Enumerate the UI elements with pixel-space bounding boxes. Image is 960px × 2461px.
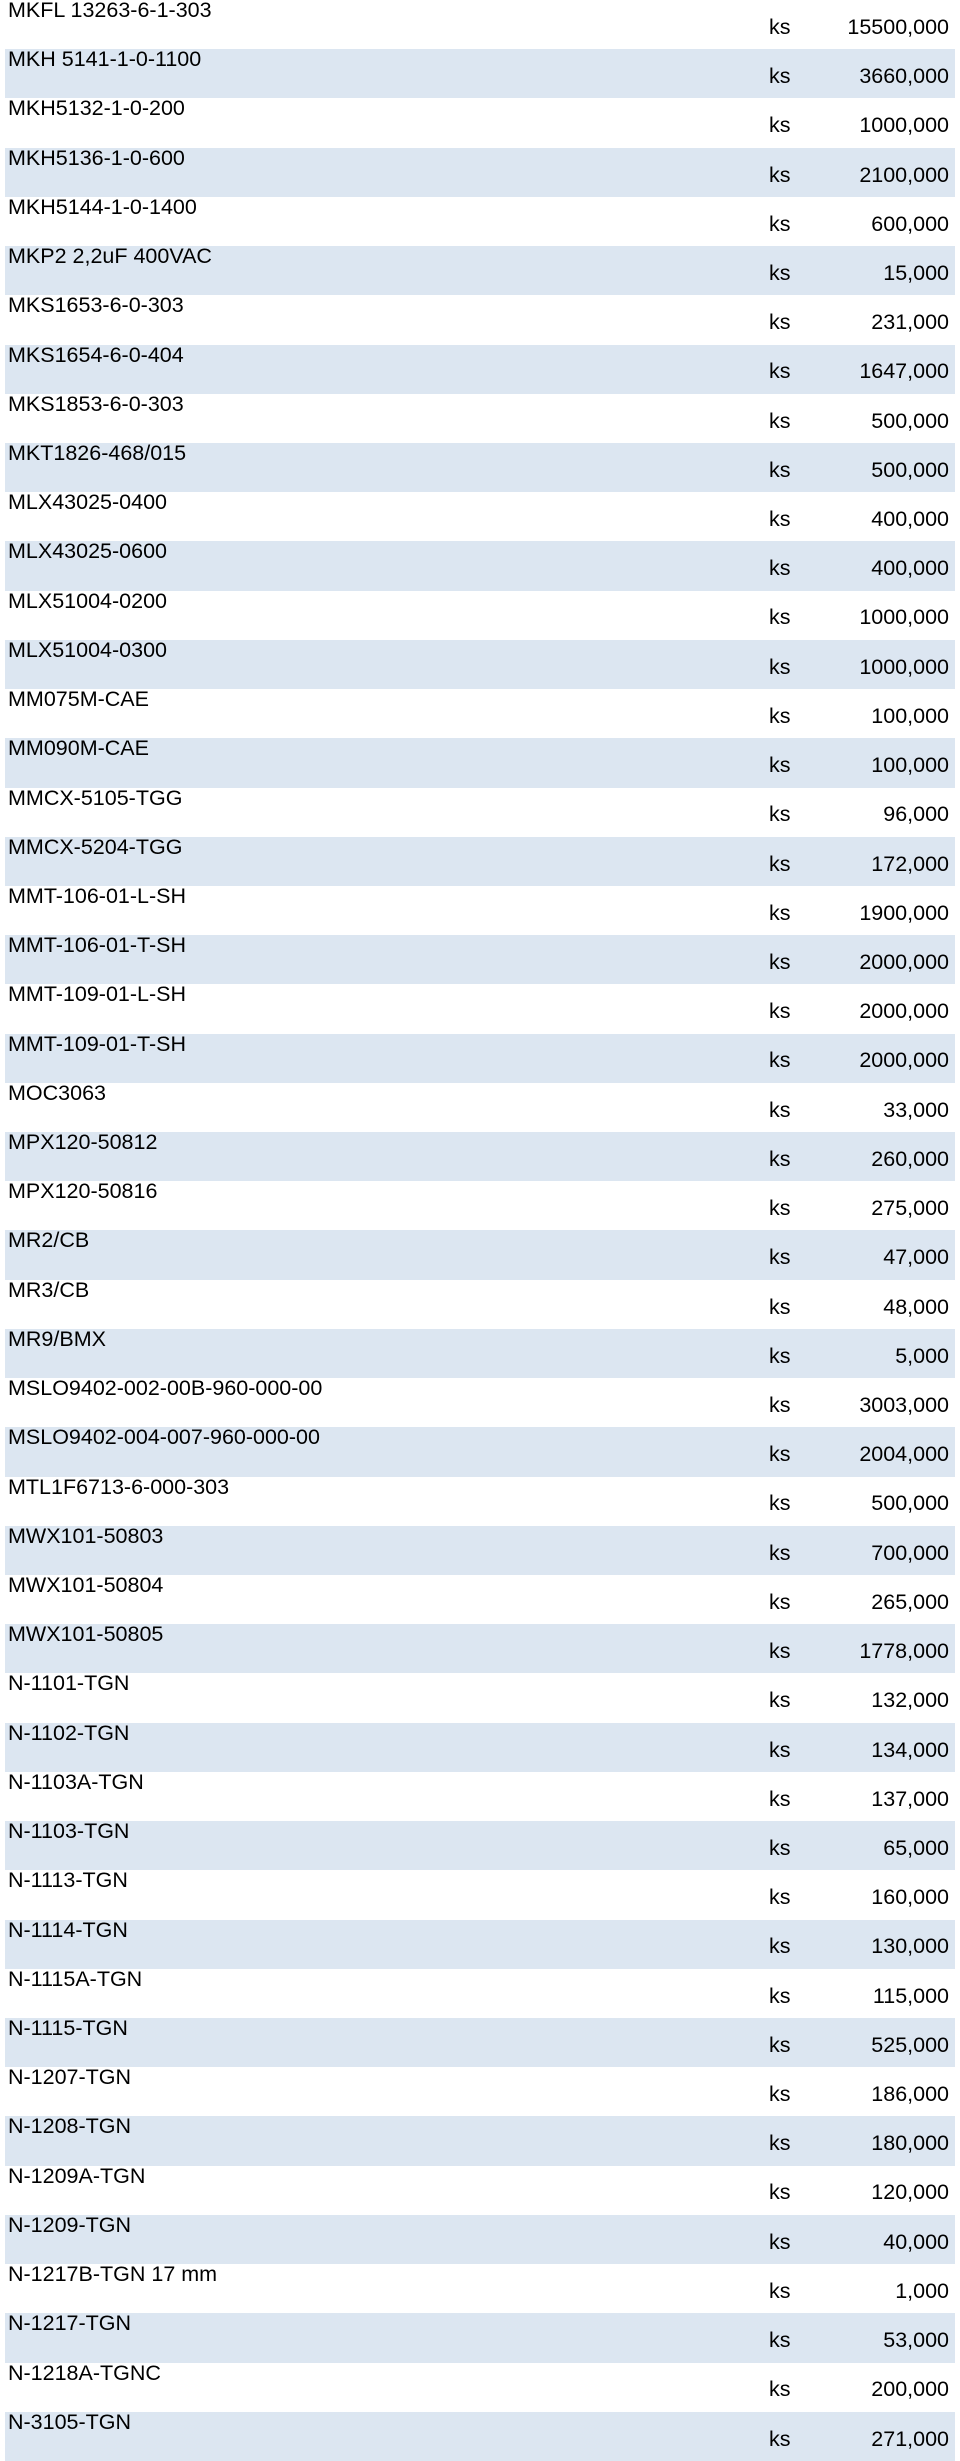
table-row — [5, 2264, 955, 2313]
quantity-cell: 130,000 — [829, 1920, 955, 1969]
table-row — [5, 2018, 955, 2067]
item-code-cell: MMCX-5105-TGG — [8, 787, 183, 810]
item-code-cell: N-1115-TGN — [5, 2018, 769, 2067]
quantity-cell: 1000,000 — [859, 605, 949, 630]
unit-cell: ks — [769, 2180, 791, 2205]
item-code-cell: MWX101-50803 — [5, 1526, 769, 1575]
quantity-cell: 96,000 — [883, 802, 949, 827]
unit-cell: ks — [769, 14, 791, 39]
quantity-cell: 3003,000 — [859, 1392, 949, 1417]
quantity-cell: 275,000 — [871, 1196, 949, 1221]
unit-cell: ks — [769, 1688, 791, 1713]
item-code-cell: MLX43025-0400 — [8, 492, 167, 515]
table-row — [5, 591, 955, 640]
table-row — [5, 1280, 955, 1329]
quantity-cell: 33,000 — [883, 1097, 949, 1122]
quantity-cell: 100,000 — [871, 703, 949, 728]
unit-cell: ks — [769, 1885, 791, 1910]
item-code-cell: MR2/CB — [5, 1230, 769, 1279]
unit-cell: ks — [769, 900, 791, 925]
item-code-cell: N-1102-TGN — [5, 1723, 769, 1772]
table-row — [5, 492, 955, 541]
quantity-cell: 115,000 — [872, 1983, 949, 2008]
table-row — [5, 0, 955, 49]
table-row — [5, 886, 955, 935]
table-row — [5, 1329, 955, 1378]
unit-cell: ks — [769, 345, 829, 394]
table-row — [5, 2313, 955, 2362]
quantity-cell: 40,000 — [829, 2215, 955, 2264]
unit-cell: ks — [769, 738, 829, 787]
unit-cell: ks — [769, 1983, 791, 2008]
quantity-cell: 500,000 — [829, 443, 955, 492]
unit-cell: ks — [769, 2377, 791, 2402]
table-row — [5, 443, 955, 492]
table-row — [5, 1575, 955, 1624]
unit-cell: ks — [769, 148, 829, 197]
item-code-cell: MR9/BMX — [5, 1329, 769, 1378]
item-code-cell: MSLO9402-002-00B-960-000-00 — [8, 1378, 323, 1401]
table-row — [5, 148, 955, 197]
unit-cell: ks — [769, 605, 791, 630]
item-code-cell: N-1209A-TGN — [8, 2165, 146, 2188]
quantity-cell: 180,000 — [829, 2116, 955, 2165]
item-code-cell: N-1114-TGN — [5, 1920, 769, 1969]
item-code-cell: MWX101-50804 — [8, 1575, 164, 1597]
table-row — [5, 1083, 955, 1132]
quantity-cell: 2000,000 — [829, 935, 955, 984]
quantity-cell: 265,000 — [871, 1589, 949, 1614]
item-code-cell: MPX120-50812 — [5, 1132, 769, 1181]
table-row — [5, 788, 955, 837]
table-row — [5, 1870, 955, 1919]
table-row — [5, 295, 955, 344]
quantity-cell: 500,000 — [871, 408, 949, 433]
table-row — [5, 1920, 955, 1969]
table-row — [5, 1477, 955, 1526]
item-code-cell: MLX43025-0600 — [5, 541, 769, 590]
table-row — [5, 1723, 955, 1772]
item-code-cell: MKP2 2,2uF 400VAC — [5, 246, 769, 295]
table-row — [5, 98, 955, 147]
unit-cell: ks — [769, 1196, 791, 1221]
quantity-cell: 231,000 — [871, 310, 949, 335]
quantity-cell: 132,000 — [871, 1688, 949, 1713]
item-code-cell: N-1103-TGN — [5, 1821, 769, 1870]
unit-cell: ks — [769, 310, 791, 335]
quantity-cell: 5,000 — [829, 1329, 955, 1378]
unit-cell: ks — [769, 408, 791, 433]
item-code-cell: MKS1853-6-0-303 — [8, 393, 184, 416]
item-code-cell: N-1217-TGN — [5, 2313, 769, 2362]
quantity-cell: 600,000 — [871, 211, 949, 236]
quantity-cell: 2100,000 — [829, 148, 955, 197]
table-row — [5, 1969, 955, 2018]
table-row — [5, 1181, 955, 1230]
quantity-cell: 120,000 — [871, 2180, 949, 2205]
quantity-cell: 3660,000 — [829, 49, 955, 98]
quantity-cell: 500,000 — [871, 1491, 949, 1516]
quantity-cell: 186,000 — [871, 2082, 949, 2107]
unit-cell: ks — [769, 1786, 791, 1811]
unit-cell: ks — [769, 1034, 829, 1083]
quantity-cell: 400,000 — [871, 507, 949, 532]
unit-cell: ks — [769, 640, 829, 689]
quantity-cell: 65,000 — [829, 1821, 955, 1870]
table-row — [5, 345, 955, 394]
quantity-cell: 160,000 — [871, 1885, 949, 1910]
unit-cell: ks — [769, 2018, 829, 2067]
quantity-cell: 2000,000 — [859, 999, 949, 1024]
quantity-cell: 400,000 — [829, 541, 955, 590]
unit-cell: ks — [769, 2313, 829, 2362]
item-code-cell: MPX120-50816 — [8, 1181, 158, 1204]
inventory-rows — [5, 0, 955, 2461]
table-row — [5, 837, 955, 886]
quantity-cell: 2004,000 — [829, 1427, 955, 1476]
item-code-cell: N-1101-TGN — [8, 1673, 130, 1696]
unit-cell: ks — [769, 1427, 829, 1476]
table-row — [5, 1673, 955, 1722]
table-row — [5, 2412, 955, 2461]
item-code-cell: N-1207-TGN — [8, 2067, 132, 2090]
table-row — [5, 1526, 955, 1575]
item-code-cell: N-3105-TGN — [5, 2412, 769, 2461]
table-row — [5, 935, 955, 984]
unit-cell: ks — [769, 935, 829, 984]
unit-cell: ks — [769, 2082, 791, 2107]
unit-cell: ks — [769, 113, 791, 138]
quantity-cell: 1647,000 — [829, 345, 955, 394]
item-code-cell: N-1113-TGN — [8, 1870, 128, 1893]
unit-cell: ks — [769, 541, 829, 590]
unit-cell: ks — [769, 1132, 829, 1181]
table-row — [5, 197, 955, 246]
unit-cell: ks — [769, 211, 791, 236]
unit-cell: ks — [769, 1589, 791, 1614]
quantity-cell: 53,000 — [829, 2313, 955, 2362]
table-row — [5, 1772, 955, 1821]
unit-cell: ks — [769, 507, 791, 532]
item-code-cell: MMT-109-01-T-SH — [5, 1034, 769, 1083]
item-code-cell: MWX101-50805 — [5, 1624, 769, 1673]
unit-cell: ks — [769, 1723, 829, 1772]
table-row — [5, 2166, 955, 2215]
quantity-cell: 134,000 — [829, 1723, 955, 1772]
table-row — [5, 1034, 955, 1083]
quantity-cell: 1000,000 — [859, 113, 949, 138]
item-code-cell: MM090M-CAE — [5, 738, 769, 787]
quantity-cell: 137,000 — [871, 1786, 949, 1811]
table-row — [5, 246, 955, 295]
quantity-cell: 2000,000 — [829, 1034, 955, 1083]
table-row — [5, 49, 955, 98]
table-row — [5, 1378, 955, 1427]
unit-cell: ks — [769, 2215, 829, 2264]
quantity-cell: 200,000 — [871, 2377, 949, 2402]
item-code-cell: N-1218A-TGNC — [8, 2362, 161, 2385]
item-code-cell: MMCX-5204-TGG — [5, 837, 769, 886]
unit-cell: ks — [769, 1526, 829, 1575]
unit-cell: ks — [769, 1491, 791, 1516]
quantity-cell: 15,000 — [829, 246, 955, 295]
quantity-cell: 260,000 — [829, 1132, 955, 1181]
item-code-cell: MKH5136-1-0-600 — [5, 148, 769, 197]
item-code-cell: MKT1826-468/015 — [5, 443, 769, 492]
table-row — [5, 689, 955, 738]
quantity-cell: 48,000 — [883, 1294, 949, 1319]
item-code-cell: N-1208-TGN — [5, 2116, 769, 2165]
item-code-cell: MKH5144-1-0-1400 — [8, 196, 197, 219]
item-code-cell: MKH 5141-1-0-1100 — [5, 49, 769, 98]
item-code-cell: MSLO9402-004-007-960-000-00 — [5, 1427, 769, 1476]
item-code-cell: MTL1F6713-6-000-303 — [8, 1476, 230, 1499]
item-code-cell: N-1217B-TGN 17 mm — [8, 2264, 218, 2287]
quantity-cell: 1900,000 — [859, 900, 949, 925]
item-code-cell: MMT-109-01-L-SH — [8, 984, 187, 1007]
item-code-cell: MMT-106-01-T-SH — [5, 935, 769, 984]
quantity-cell: 1000,000 — [829, 640, 955, 689]
quantity-cell: 700,000 — [829, 1526, 955, 1575]
unit-cell: ks — [769, 1392, 791, 1417]
quantity-cell: 271,000 — [829, 2412, 955, 2461]
item-code-cell: N-1103A-TGN — [8, 1771, 144, 1794]
unit-cell: ks — [769, 1230, 829, 1279]
quantity-cell: 47,000 — [829, 1230, 955, 1279]
item-code-cell: MLX51004-0300 — [5, 640, 769, 689]
unit-cell: ks — [769, 1294, 791, 1319]
item-code-cell: MKFL 13263-6-1-303 — [8, 0, 212, 22]
table-row — [5, 2067, 955, 2116]
item-code-cell: MKH5132-1-0-200 — [8, 98, 185, 121]
quantity-cell: 1,000 — [895, 2278, 949, 2303]
quantity-cell: 1778,000 — [829, 1624, 955, 1673]
table-row — [5, 1427, 955, 1476]
unit-cell: ks — [769, 703, 791, 728]
table-row — [5, 1132, 955, 1181]
table-row — [5, 1624, 955, 1673]
unit-cell: ks — [769, 2278, 791, 2303]
table-row — [5, 1821, 955, 1870]
item-code-cell: MMT-106-01-L-SH — [8, 885, 187, 908]
unit-cell: ks — [769, 1097, 791, 1122]
table-row — [5, 2116, 955, 2165]
quantity-cell: 100,000 — [829, 738, 955, 787]
table-row — [5, 640, 955, 689]
item-code-cell: MR3/CB — [8, 1279, 90, 1302]
unit-cell: ks — [769, 443, 829, 492]
unit-cell: ks — [769, 1821, 829, 1870]
table-row — [5, 2363, 955, 2412]
unit-cell: ks — [769, 1920, 829, 1969]
quantity-cell: 172,000 — [829, 837, 955, 886]
item-code-cell: MKS1653-6-0-303 — [8, 295, 184, 318]
unit-cell: ks — [769, 1624, 829, 1673]
table-row — [5, 984, 955, 1033]
table-row — [5, 2215, 955, 2264]
table-row — [5, 541, 955, 590]
unit-cell: ks — [769, 2116, 829, 2165]
item-code-cell: MOC3063 — [8, 1082, 106, 1105]
unit-cell: ks — [769, 49, 829, 98]
item-code-cell: MKS1654-6-0-404 — [5, 345, 769, 394]
unit-cell: ks — [769, 246, 829, 295]
item-code-cell: N-1115A-TGN — [8, 1968, 143, 1991]
item-code-cell: N-1209-TGN — [5, 2215, 769, 2264]
unit-cell: ks — [769, 999, 791, 1024]
table-row — [5, 394, 955, 443]
quantity-cell: 525,000 — [829, 2018, 955, 2067]
unit-cell: ks — [769, 837, 829, 886]
item-code-cell: MLX51004-0200 — [8, 590, 167, 613]
unit-cell: ks — [769, 2412, 829, 2461]
unit-cell: ks — [769, 802, 791, 827]
unit-cell: ks — [769, 1329, 829, 1378]
item-code-cell: MM075M-CAE — [8, 689, 149, 712]
table-row — [5, 1230, 955, 1279]
quantity-cell: 15500,000 — [847, 14, 949, 39]
table-row — [5, 738, 955, 787]
inventory-table — [5, 0, 955, 2461]
